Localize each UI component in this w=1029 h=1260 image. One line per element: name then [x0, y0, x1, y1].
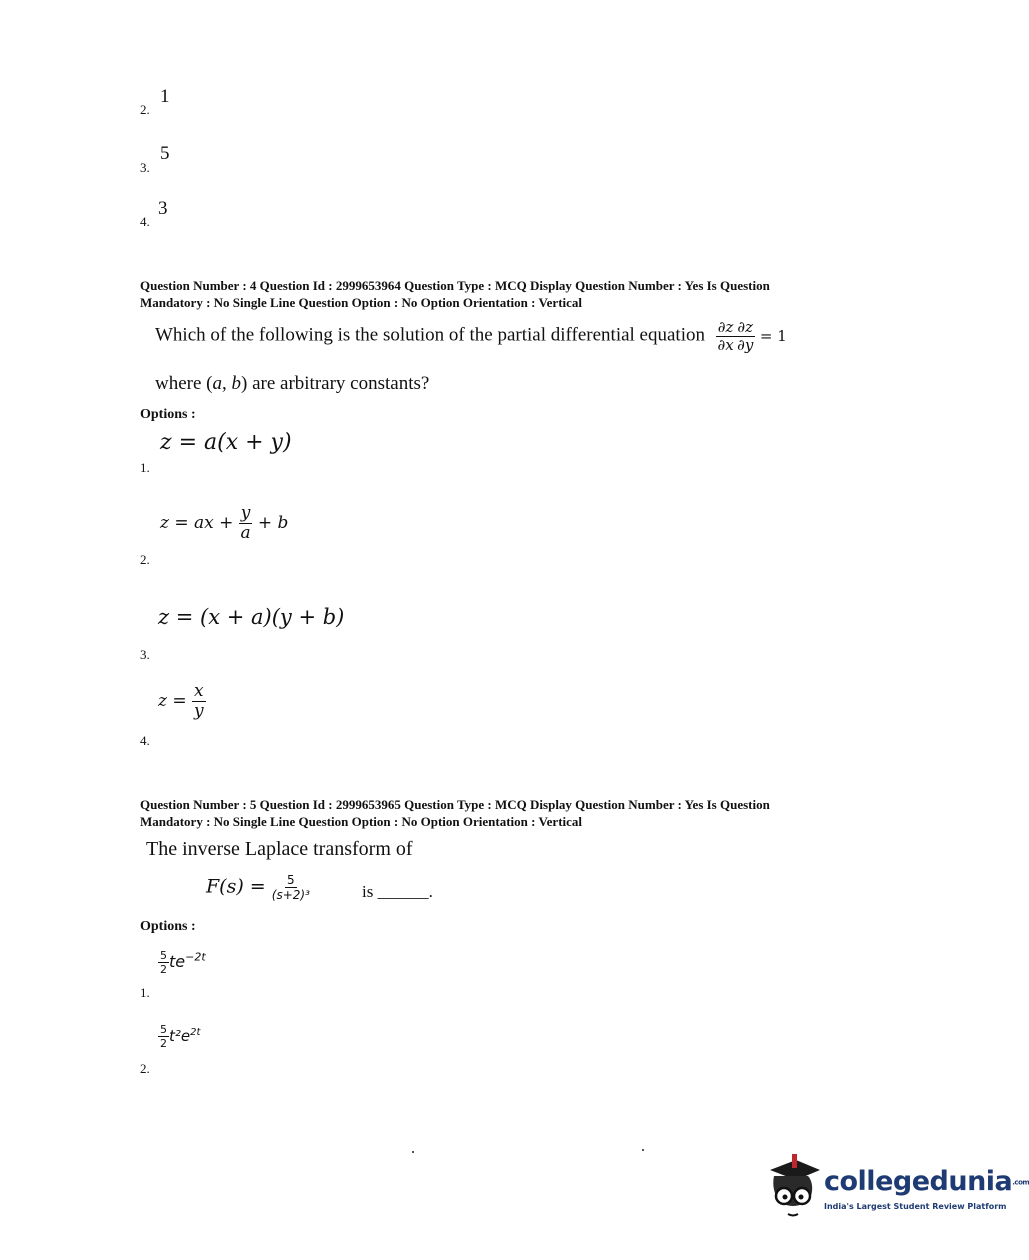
q5-option-1-sup: −2t — [185, 950, 206, 964]
q4-option-4-number: 4. — [140, 733, 150, 748]
q4-question-text — [155, 320, 787, 353]
prev-option-value: 5 — [160, 143, 170, 164]
prev-option-number: 3. — [140, 160, 150, 175]
q5-option-2-num: 5 — [160, 1023, 167, 1036]
q4-option-4-expr[interactable] — [158, 683, 206, 720]
q5-formula-num: 5 — [287, 873, 295, 887]
q5-formula-den: (s+2)³ — [271, 888, 310, 902]
q5-meta — [140, 796, 900, 830]
q4-text2-a: a — [212, 373, 222, 394]
q4-eq-den-left: ∂x — [717, 336, 734, 354]
q5-options-label: Options : — [140, 919, 196, 934]
q4-meta — [140, 277, 900, 311]
q4-option-3-number: 3. — [140, 647, 150, 662]
q4-option-4-num: x — [194, 681, 204, 701]
q5-option-1-number: 1. — [140, 985, 150, 1000]
q4-eq-rhs: = 1 — [759, 326, 787, 345]
q5-formula — [206, 874, 310, 901]
scan-mark — [412, 1151, 414, 1153]
q5-option-2-sup: 2t — [190, 1027, 201, 1038]
q4-option-2-den: a — [240, 523, 251, 543]
q4-text2-post: ) are arbitrary constants? — [241, 373, 430, 394]
q5-option-1-num: 5 — [160, 949, 167, 962]
q5-option-1-body: te — [169, 952, 186, 971]
prev-option-value: 3 — [158, 198, 168, 219]
q5-meta-line1: Question Number : 5 Question Id : 2999653965 Question Type : MCQ Display Question Number : Yes Is Question — [140, 797, 770, 812]
prev-option-number: 4. — [140, 214, 150, 229]
q4-text2-pre: where ( — [155, 373, 213, 394]
brand-tagline: India's Largest Student Review Platform — [824, 1202, 1007, 1211]
q4-option-2-expr[interactable] — [160, 505, 288, 542]
q4-meta-line2: Mandatory : No Single Line Question Option : No Option Orientation : Vertical — [140, 295, 583, 310]
q4-option-2-lhs: z = ax + — [160, 513, 234, 533]
q5-option-2-body: t²e — [169, 1027, 191, 1045]
q4-option-4-den: y — [194, 701, 204, 721]
q5-question-text: The inverse Laplace transform of — [146, 838, 413, 860]
brand-name: collegedunia — [824, 1166, 1013, 1197]
q4-option-2-num: y — [240, 503, 251, 523]
q4-meta-line1: Question Number : 4 Question Id : 2999653964 Question Type : MCQ Display Question Number : Yes Is Question — [140, 278, 770, 293]
q5-option-2-number: 2. — [140, 1061, 150, 1076]
q5-option-1-den: 2 — [160, 963, 167, 976]
q4-text2-b: b — [231, 373, 241, 394]
q4-options-label: Options : — [140, 407, 196, 422]
q4-eq-den-right: ∂y — [737, 336, 754, 354]
brand-logo[interactable] — [762, 1152, 1029, 1224]
q5-meta-line2: Mandatory : No Single Line Question Option : No Option Orientation : Vertical — [140, 814, 583, 829]
q4-option-1-number: 1. — [140, 460, 150, 475]
mascot-icon — [762, 1152, 822, 1224]
q4-eq-num-left: ∂z — [717, 318, 734, 336]
prev-option-value: 1 — [160, 86, 170, 107]
q4-question-text2 — [155, 373, 429, 395]
q5-option-2-expr[interactable] — [158, 1024, 200, 1049]
prev-option-number: 2. — [140, 102, 150, 117]
q4-equation — [716, 318, 787, 354]
q5-formula-tail: is ______. — [362, 882, 433, 901]
q4-eq-num-right: ∂z — [737, 318, 754, 336]
scan-mark — [642, 1149, 644, 1151]
brand-suffix: .com — [1012, 1178, 1029, 1187]
q4-option-1-expr[interactable]: z = a(x + y) — [160, 430, 292, 455]
q4-option-3-expr[interactable]: z = (x + a)(y + b) — [158, 605, 345, 629]
q5-option-2-den: 2 — [160, 1037, 167, 1050]
q4-option-4-lhs: z = — [158, 691, 187, 711]
q5-option-1-expr[interactable] — [158, 950, 206, 975]
q5-formula-lhs: F(s) = — [206, 875, 266, 898]
q4-option-2-number: 2. — [140, 552, 150, 567]
q4-text2-comma: , — [222, 373, 232, 394]
q4-option-2-tail: + b — [257, 513, 289, 533]
q4-text: Which of the following is the solution of the partial differential equation — [155, 324, 705, 346]
